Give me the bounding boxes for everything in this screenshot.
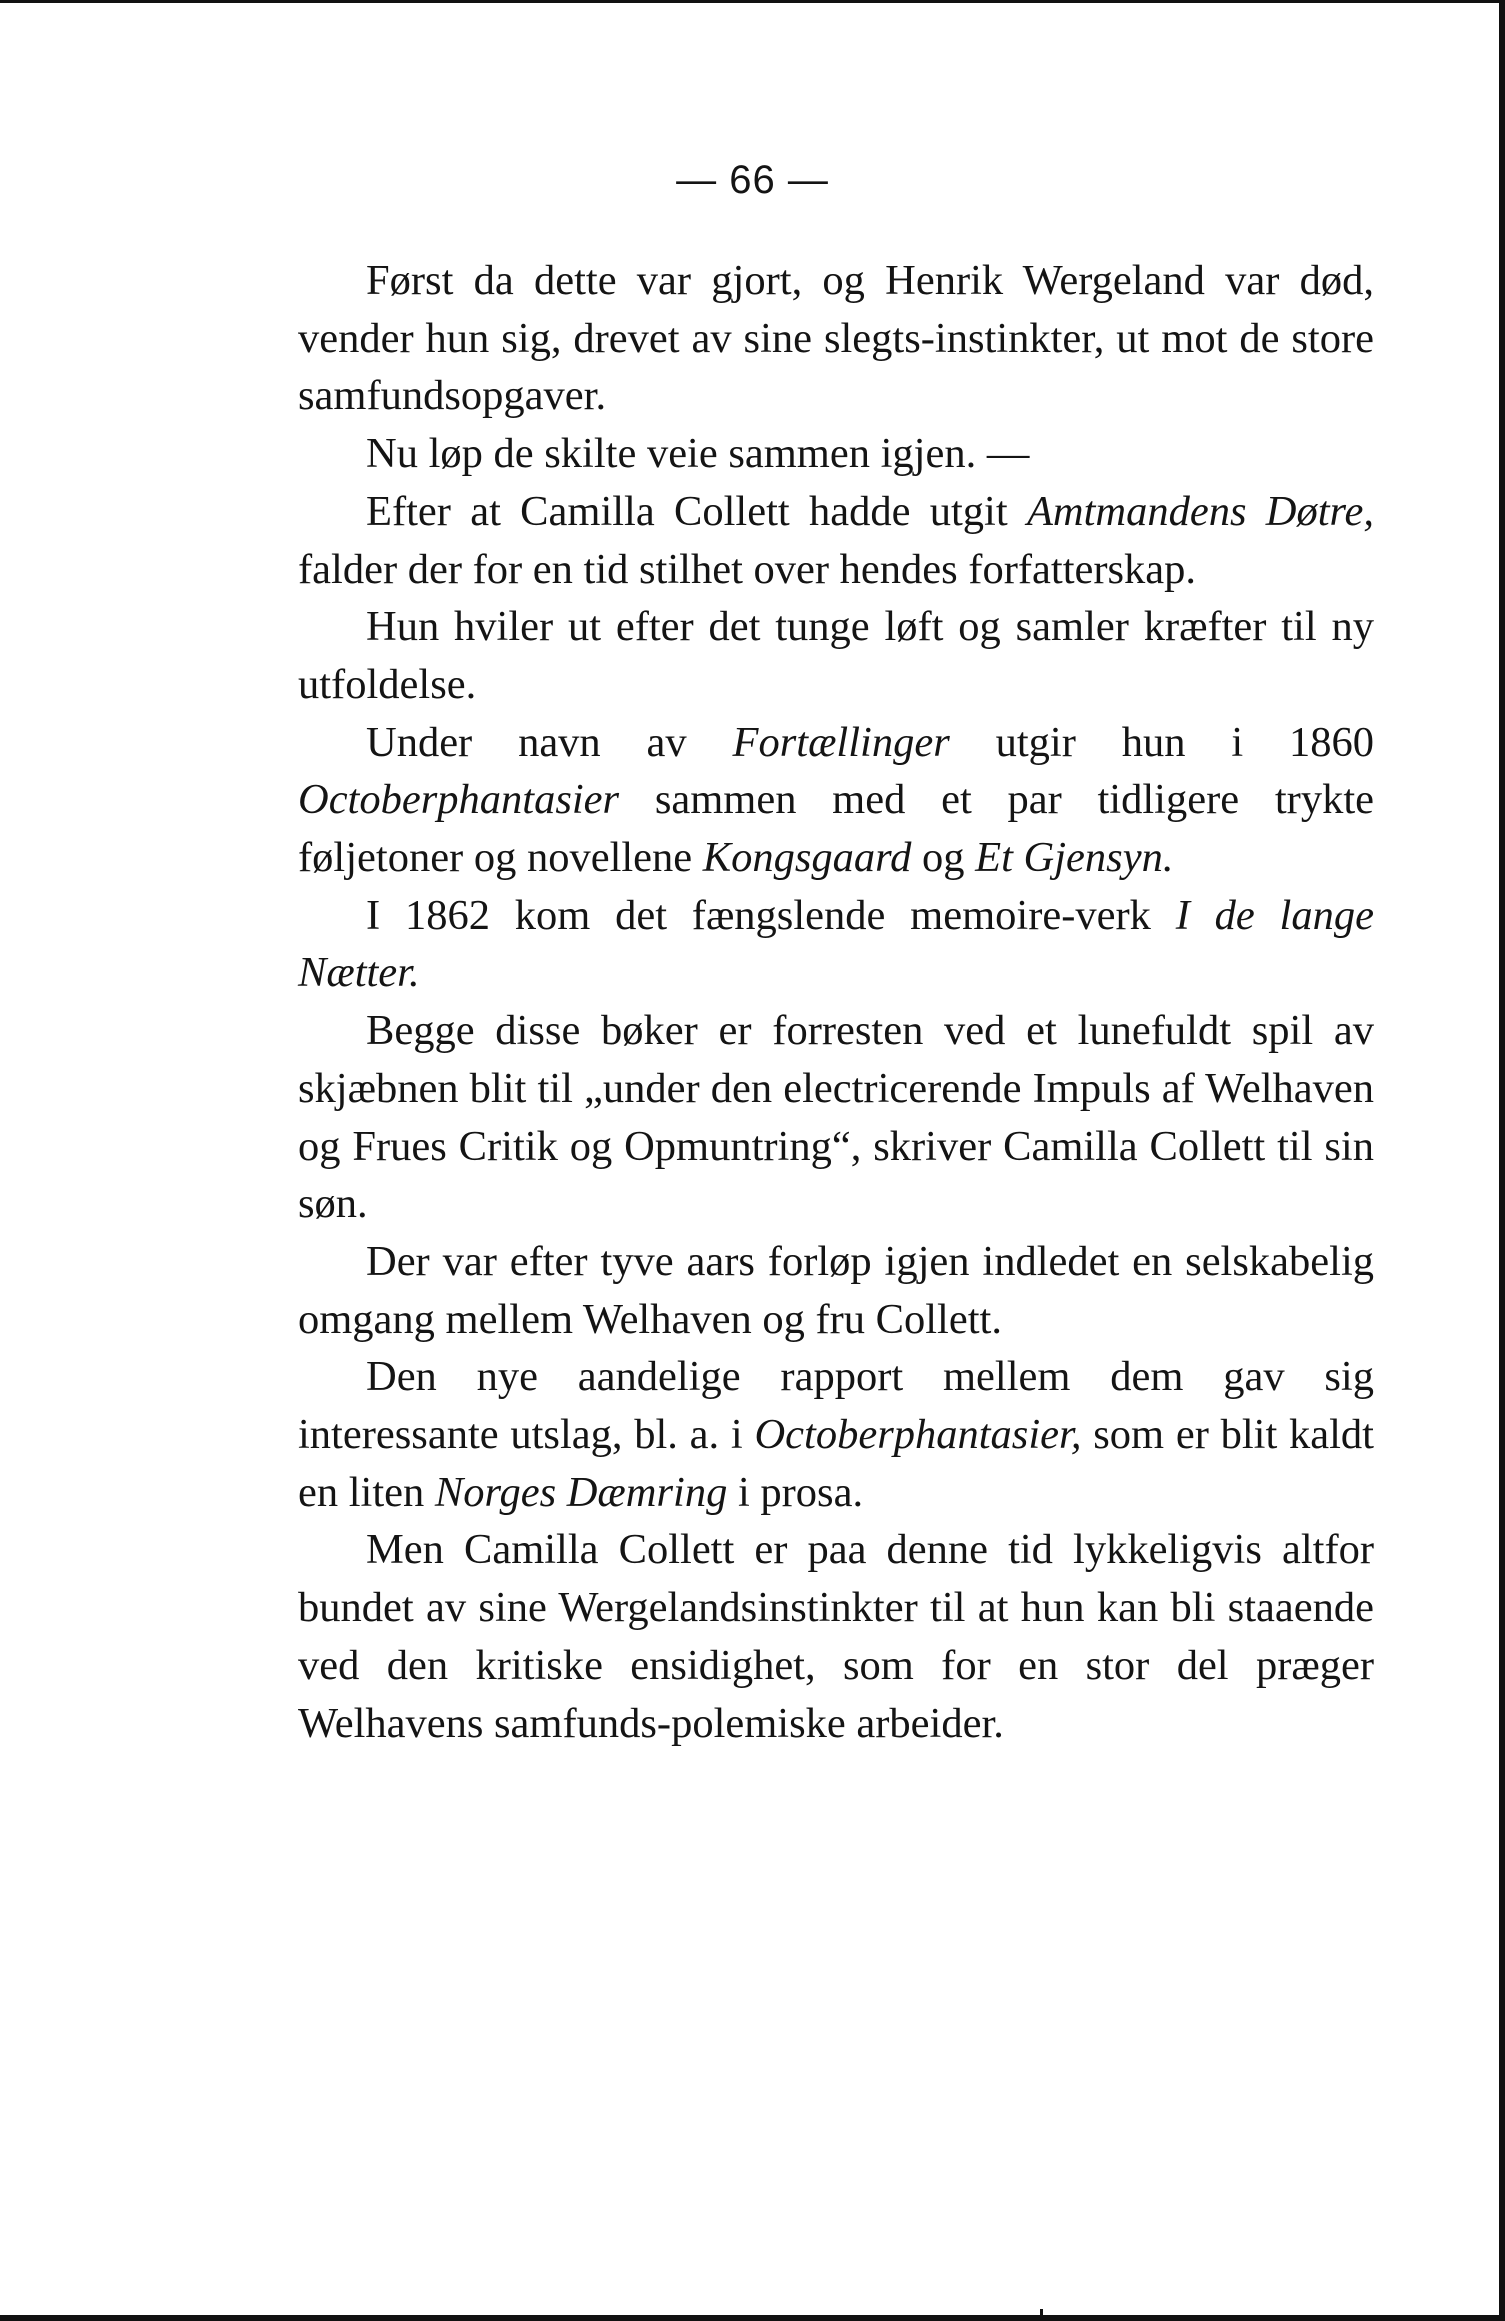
text-run: Efter at Camilla Collett hadde utgit [366, 487, 1027, 535]
italic-title: Norges Dæmring [434, 1468, 728, 1516]
paragraph [298, 1002, 1374, 1233]
italic-title: I de lange Nætter. [298, 891, 1374, 997]
paragraph [298, 425, 1374, 483]
paragraph [298, 714, 1374, 887]
text-run: Men Camilla Collett er paa denne tid lykkeligvis altfor bundet av sine Wergelandsinstinkter til at hun kan bli staaende ved den kritiske ensidighet, som for en stor del præger Welhavens samfunds-polemiske arbeider. [298, 1526, 1374, 1747]
paragraph [298, 1521, 1374, 1752]
text-run: sammen med et par tidligere trykte føljetoner og novellene [298, 776, 1374, 882]
italic-title: Amtmandens Døtre, [1026, 487, 1374, 535]
text-run: Under navn av [366, 718, 733, 766]
paragraph [298, 887, 1374, 1002]
text-run: og [911, 834, 976, 882]
paragraph [298, 598, 1374, 713]
text-run: Der var efter tyve aars forløp igjen indledet en selskabelig omgang mellem Welhaven og fru Collett. [298, 1237, 1374, 1343]
italic-title: Fortællinger [732, 718, 950, 766]
scan-border-top [0, 0, 1505, 3]
body-text [298, 252, 1374, 1752]
scan-border-bottom [0, 2315, 1505, 2321]
text-run: Først da dette var gjort, og Henrik Wergeland var død, vender hun sig, drevet av sine slegts-instinkter, ut mot de store samfundsopgaver. [298, 257, 1374, 420]
paragraph [298, 252, 1374, 425]
text-run: I 1862 kom det fængslende memoire-verk [366, 891, 1176, 939]
text-run: Begge disse bøker er forresten ved et lunefuldt spil av skjæbnen blit til „under den electricerende Impuls af Welhaven og Frues Critik og Opmuntring“, skriver Camilla Collett til sin søn. [298, 1007, 1374, 1228]
scan-border-mark [1040, 2309, 1043, 2315]
paragraph [298, 483, 1374, 598]
text-run: falder der for en tid stilhet over hendes forfatterskap. [298, 545, 1197, 593]
text-run: som er blit kaldt en liten [298, 1411, 1374, 1516]
italic-title: Et Gjensyn. [975, 834, 1174, 882]
text-run: Den nye aandelige rapport mellem dem gav sig interessante utslag, bl. a. i [298, 1353, 1374, 1459]
page-number: — 66 — [676, 158, 829, 202]
paragraph [298, 1348, 1374, 1521]
italic-title: Octoberphantasier, [754, 1411, 1082, 1459]
paragraph [298, 1233, 1374, 1348]
italic-title: Kongsgaard [702, 834, 912, 882]
text-run: Nu løp de skilte veie sammen igjen. — [366, 430, 1030, 478]
text-run: i prosa. [727, 1468, 864, 1516]
text-run: Hun hviler ut efter det tunge løft og samler kræfter til ny utfoldelse. [298, 603, 1374, 708]
italic-title: Octoberphantasier [298, 776, 620, 824]
text-run: utgir hun i 1860 [949, 718, 1375, 766]
scan-border-right [1499, 0, 1505, 2321]
